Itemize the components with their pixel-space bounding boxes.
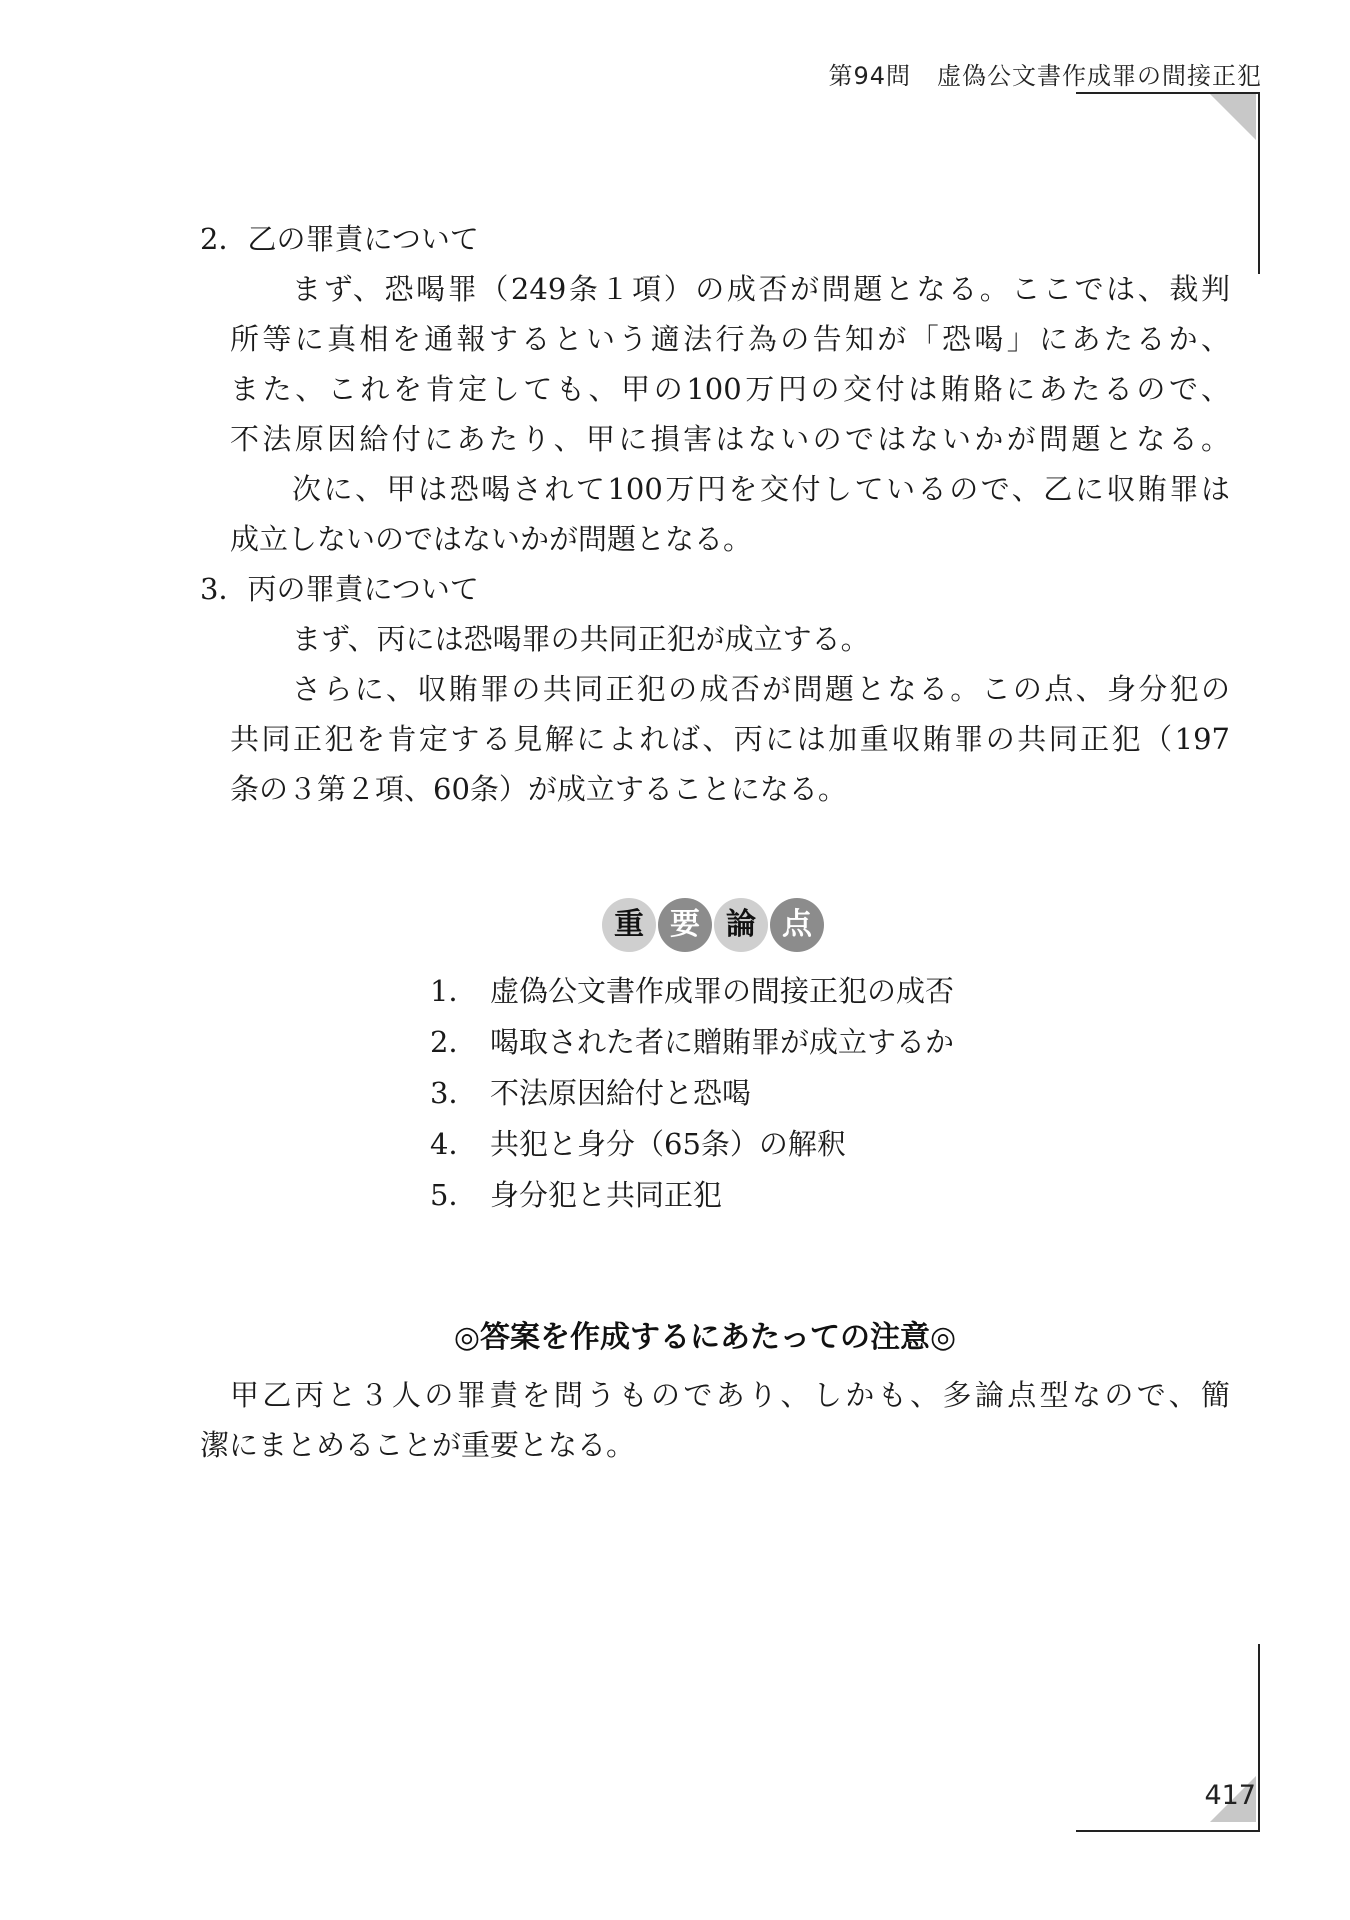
key-points-list: [430, 966, 954, 1221]
key-points-char-2: 要: [658, 898, 712, 952]
caution-line-2: 潔にまとめることが重要となる。: [200, 1428, 636, 1462]
list-item-text: 虚偽公文書作成罪の間接正犯の成否: [490, 974, 955, 1008]
list-item: [430, 1017, 954, 1068]
header-corner-triangle: [1210, 94, 1256, 140]
section3-line-2: さらに、収賄罪の共同正犯の成否が問題となる。この点、身分犯の: [292, 672, 1230, 706]
section3-line-3: 共同正犯を肯定する見解によれば、丙には加重収賄罪の共同正犯（197: [230, 722, 1230, 756]
section2-line-4: 不法原因給付にあたり、甲に損害はないのではないかが問題となる。: [230, 422, 1230, 456]
main-text: [200, 214, 1230, 814]
list-item-number: 5．: [430, 1178, 478, 1212]
footer-vertical-rule: [1258, 1644, 1260, 1832]
question-number: 第94問: [828, 62, 911, 90]
key-points-title: [602, 898, 826, 954]
list-item-text: 身分犯と共同正犯: [490, 1178, 723, 1212]
caution-title: ◎答案を作成するにあたっての注意◎: [453, 1320, 957, 1355]
list-item: [430, 1170, 954, 1221]
key-points-char-3: 論: [714, 898, 768, 952]
list-item-number: 2．: [430, 1025, 478, 1059]
key-points-char-1: 重: [602, 898, 656, 952]
section2-line-2: 所等に真相を通報するという適法行為の告知が「恐喝」にあたるか、: [230, 322, 1230, 356]
caution-text: [200, 1370, 1230, 1470]
section3-line-4: 条の３第２項、60条）が成立することになる。: [230, 772, 847, 806]
list-item-text: 共犯と身分（65条）の解釈: [490, 1127, 846, 1161]
list-item: [430, 1119, 954, 1170]
section2-line-6: 成立しないのではないかが問題となる。: [230, 522, 753, 556]
section2-line-5: 次に、甲は恐喝されて100万円を交付しているので、乙に収賄罪は: [292, 472, 1230, 506]
footer-rule: [1076, 1830, 1260, 1832]
section2-line-1: まず、恐喝罪（249条１項）の成否が問題となる。ここでは、裁判: [292, 272, 1230, 306]
list-item-number: 4．: [430, 1127, 478, 1161]
list-item-number: 3．: [430, 1076, 478, 1110]
caution-line-1: 甲乙丙と３人の罪責を問うものであり、しかも、多論点型なので、簡: [230, 1378, 1230, 1412]
page-number: 417: [1204, 1780, 1256, 1811]
header-vertical-rule: [1258, 92, 1260, 274]
list-item-number: 1．: [430, 974, 478, 1008]
running-header: [828, 56, 1262, 91]
list-item: [430, 966, 954, 1017]
section2-heading: 2．乙の罪責について: [200, 222, 479, 256]
list-item-text: 不法原因給付と恐喝: [490, 1076, 752, 1110]
section2-line-3: また、これを肯定しても、甲の100万円の交付は賄賂にあたるので、: [230, 372, 1230, 406]
section3-heading: 3．丙の罪責について: [200, 572, 479, 606]
section3-line-1: まず、丙には恐喝罪の共同正犯が成立する。: [292, 622, 870, 656]
list-item-text: 喝取された者に贈賄罪が成立するか: [490, 1025, 955, 1059]
question-title: 虚偽公文書作成罪の間接正犯: [937, 62, 1262, 90]
key-points-char-4: 点: [770, 898, 824, 952]
list-item: [430, 1068, 954, 1119]
